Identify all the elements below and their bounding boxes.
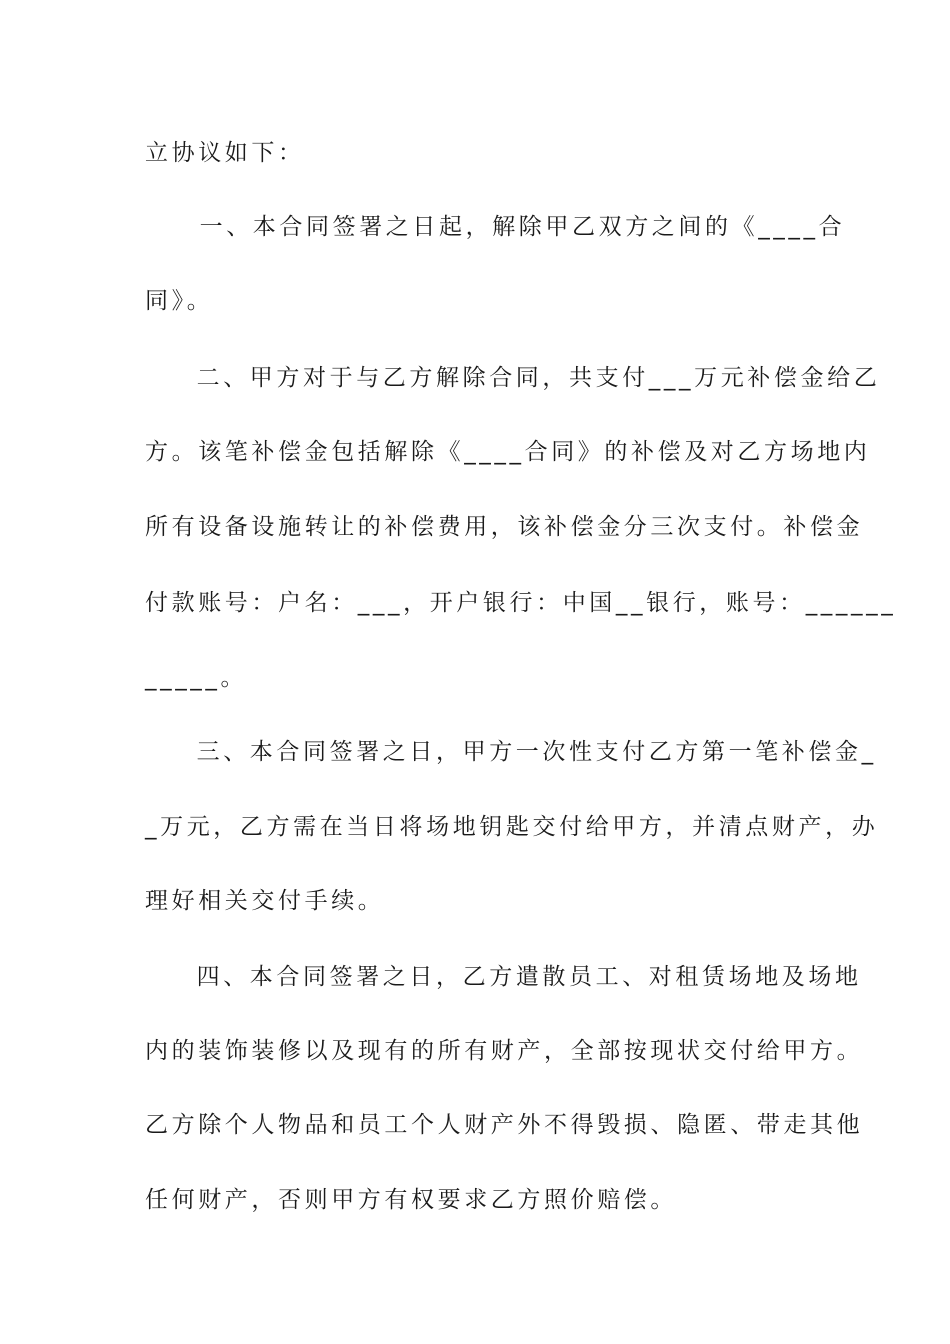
text-line: 任何财产，否则甲方有权要求乙方照价赔偿。 bbox=[145, 1187, 677, 1213]
text-line: 内的装饰装修以及现有的所有财产，全部按现状交付给甲方。 bbox=[145, 1038, 864, 1064]
text-line: _万元，乙方需在当日将场地钥匙交付给甲方，并清点财产，办 bbox=[145, 814, 879, 840]
text-line: 二、甲方对于与乙方解除合同，共支付___万元补偿金给乙 bbox=[170, 365, 881, 391]
text-line: 三、本合同签署之日，甲方一次性支付乙方第一笔补偿金_ bbox=[170, 739, 877, 765]
text-line: 同》。 bbox=[145, 288, 214, 314]
text-line: 一、本合同签署之日起，解除甲乙双方之间的《____合 bbox=[173, 214, 846, 240]
text-line: 付款账号：户名：___，开户银行：中国__银行，账号：______ bbox=[145, 590, 897, 616]
text-line: 立协议如下： bbox=[145, 140, 305, 166]
text-line: 方。该笔补偿金包括解除《____合同》的补偿及对乙方场地内 bbox=[145, 439, 871, 465]
text-line: 四、本合同签署之日，乙方遣散员工、对租赁场地及场地 bbox=[170, 964, 862, 990]
text-line: 所有设备设施转让的补偿费用，该补偿金分三次支付。补偿金 bbox=[145, 514, 864, 540]
text-line: 理好相关交付手续。 bbox=[145, 888, 385, 914]
text-line: 乙方除个人物品和员工个人财产外不得毁损、隐匿、带走其他 bbox=[145, 1112, 864, 1138]
text-line: _____。 bbox=[145, 665, 248, 691]
